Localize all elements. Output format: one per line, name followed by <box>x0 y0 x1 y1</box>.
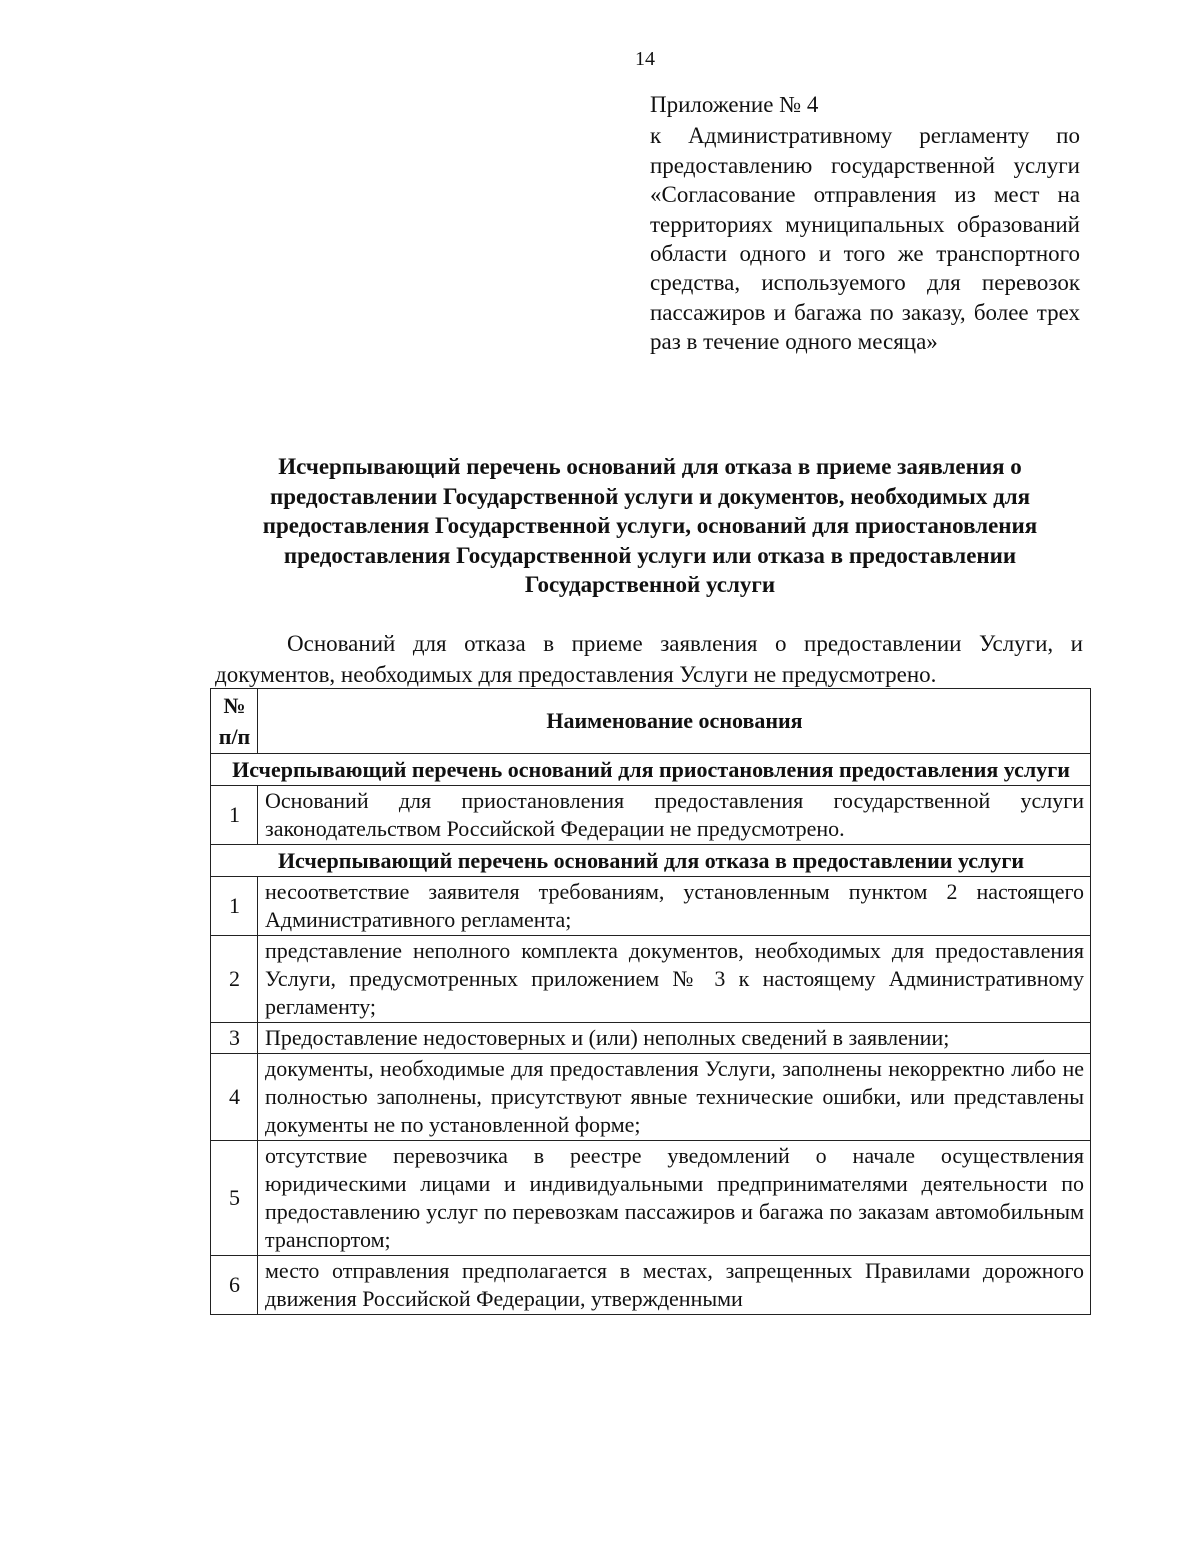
row-number: 2 <box>211 936 258 1023</box>
suspension-section-heading: Исчерпывающий перечень оснований для приостановления предоставления услуги <box>211 754 1091 786</box>
table-header-row <box>211 689 1091 754</box>
appendix-title: Приложение № 4 <box>650 92 819 117</box>
appendix-block <box>650 90 1080 357</box>
row-number: 3 <box>211 1023 258 1054</box>
row-number: 4 <box>211 1054 258 1141</box>
section-heading-row <box>211 754 1091 786</box>
appendix-reference: к Административному регламенту по предоставлению государственной услуги «Согласование отправления из мест на территориях муниципальных образований области одного и того же транспортного средства, используемого для перевозок пассажиров и багажа по заказу, более трех раз в течение одного месяца» <box>650 123 1080 355</box>
table-row <box>211 786 1091 845</box>
table-row <box>211 877 1091 936</box>
row-number: 5 <box>211 1141 258 1256</box>
row-text: место отправления предполагается в местах, запрещенных Правилами дорожного движения Российской Федерации, утвержденными <box>258 1256 1091 1315</box>
table-row <box>211 1256 1091 1315</box>
row-text: документы, необходимые для предоставления Услуги, заполнены некорректно либо не полностью заполнены, присутствуют явные технические ошибки, или представлены документы не по установленной форме; <box>258 1054 1091 1141</box>
row-text: Предоставление недостоверных и (или) неполных сведений в заявлении; <box>258 1023 1091 1054</box>
row-number: 1 <box>211 877 258 936</box>
document-heading: Исчерпывающий перечень оснований для отказа в приеме заявления о предоставлении Государственной услуги и документов, необходимых для предоставления Государственной услуги, оснований для приостановления предоставления Государственной услуги или отказа в предоставлении Государственной услуги <box>262 454 1038 597</box>
grounds-table <box>210 688 1091 1315</box>
header-name-column: Наименование основания <box>258 689 1091 754</box>
row-text: отсутствие перевозчика в реестре уведомлений о начале осуществления юридическими лицами и индивидуальными предпринимателями деятельности по предоставлению услуг по перевозкам пассажиров и багажа по заказам автомобильным транспортом; <box>258 1141 1091 1256</box>
section-heading-row <box>211 845 1091 877</box>
row-text: представление неполного комплекта документов, необходимых для предоставления Услуги, предусмотренных приложением № 3 к настоящему Административному регламенту; <box>258 936 1091 1023</box>
header-number-column: № п/п <box>211 689 258 754</box>
refusal-section-heading: Исчерпывающий перечень оснований для отказа в предоставлении услуги <box>211 845 1091 877</box>
table-row <box>211 936 1091 1023</box>
row-number: 6 <box>211 1256 258 1315</box>
table-row <box>211 1054 1091 1141</box>
row-text: Оснований для приостановления предоставления государственной услуги законодательством Российской Федерации не предусмотрено. <box>258 786 1091 845</box>
row-text: несоответствие заявителя требованиям, установленным пунктом 2 настоящего Административного регламента; <box>258 877 1091 936</box>
page-number: 14 <box>635 48 655 70</box>
table-row <box>211 1023 1091 1054</box>
intro-paragraph: Оснований для отказа в приеме заявления о предоставлении Услуги, и документов, необходимых для предоставления Услуги не предусмотрено. <box>215 631 1083 687</box>
row-number: 1 <box>211 786 258 845</box>
table-row <box>211 1141 1091 1256</box>
